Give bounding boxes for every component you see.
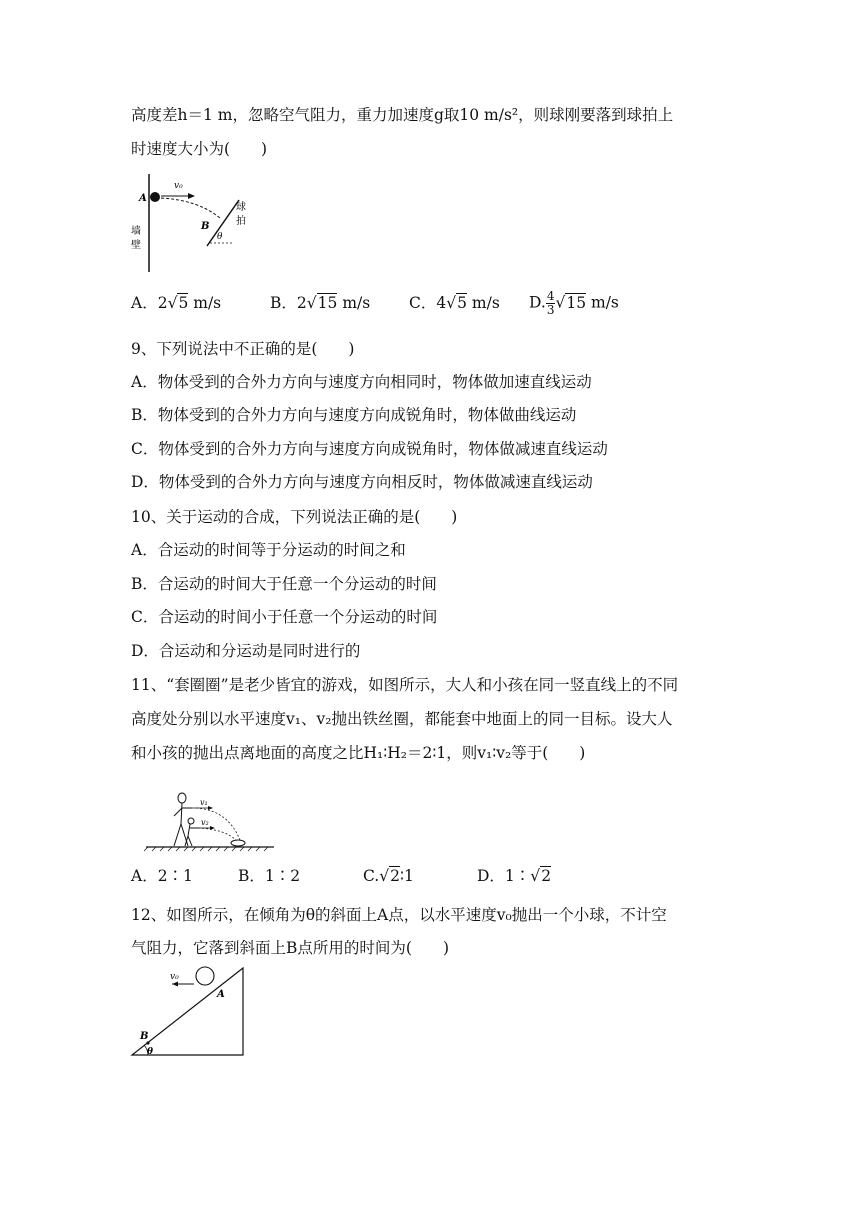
q12-fig-v0-label: v₀ <box>170 972 179 982</box>
q11-option-a: A．2∶1 <box>131 867 193 885</box>
q9-option-d: D．物体受到的合外力方向与速度方向相反时，物体做减速直线运动 <box>131 473 593 491</box>
q8-fig-racket-label-2: 拍 <box>236 216 246 227</box>
q10-stem: 10、关于运动的合成，下列说法正确的是( ) <box>131 508 458 526</box>
q8-fig-wall-label-1: 墙 <box>131 226 141 237</box>
target-icon <box>231 840 245 846</box>
q11-option-b: B．1∶2 <box>238 867 301 885</box>
q9-option-c: C．物体受到的合外力方向与速度方向成锐角时，物体做减速直线运动 <box>131 440 608 458</box>
q11-text-line-2: 高度处分别以水平速度v₁、v₂抛出铁丝圈，都能套中地面上的同一目标。设大人 <box>131 710 673 728</box>
q10-option-d: D．合运动和分运动是同时进行的 <box>131 642 361 660</box>
q12-text-line-2: 气阻力，它落到斜面上B点所用的时间为( ) <box>131 939 449 957</box>
q8-figure <box>128 172 258 276</box>
q9-option-a: A．物体受到的合外力方向与速度方向相同时，物体做加速直线运动 <box>131 373 592 391</box>
q11-fig-v1-label: v₁ <box>200 798 208 807</box>
q8-text-line-2: 时速度大小为( ) <box>131 140 268 158</box>
q9-stem: 9、下列说法中不正确的是( ) <box>131 340 355 358</box>
q8-option-a: A．2√5 m/s <box>131 294 222 312</box>
q11-text-line-3: 和小孩的抛出点离地面的高度之比H₁∶H₂＝2∶1，则v₁∶v₂等于( ) <box>131 744 586 762</box>
q8-fig-racket-label-1: 球 <box>236 202 246 213</box>
q10-option-a: A．合运动的时间等于分运动的时间之和 <box>131 541 406 559</box>
q10-option-c: C．合运动的时间小于任意一个分运动的时间 <box>131 608 438 626</box>
q8-fig-v0-label: v₀ <box>174 181 183 191</box>
q12-text-line-1: 12、如图所示，在倾角为θ的斜面上A点，以水平速度v₀抛出一个小球，不计空 <box>131 906 667 924</box>
q8-fig-B-label: B <box>201 221 210 232</box>
ball-icon <box>196 967 214 985</box>
q8-option-c: C．4√5 m/s <box>409 294 500 312</box>
q11-option-c: C.√2∶1 <box>363 867 414 885</box>
q12-fig-A-label: A <box>217 989 225 1000</box>
q8-fig-A-label: A <box>139 193 147 204</box>
q11-option-d: D．1∶√2 <box>477 867 552 885</box>
q10-option-b: B．合运动的时间大于任意一个分运动的时间 <box>131 575 437 593</box>
q11-fig-v2-label: v₂ <box>201 818 209 827</box>
q12-fig-theta-label: θ <box>147 1047 154 1057</box>
q11-figure <box>144 790 276 852</box>
q9-option-b: B．物体受到的合外力方向与速度方向成锐角时，物体做曲线运动 <box>131 406 577 424</box>
q8-fig-theta-label: θ <box>217 232 223 242</box>
q8-option-b: B．2√15 m/s <box>270 294 371 312</box>
q8-option-d: D. $\frac{4}{3}$ √15 m/s <box>529 289 619 317</box>
q12-fig-B-label: B <box>140 1031 149 1042</box>
ball-icon <box>150 192 160 202</box>
q8-fig-wall-label-2: 壁 <box>131 240 141 251</box>
q12-figure <box>128 966 248 1058</box>
q11-text-line-1: 11、“套圈圈”是老少皆宜的游戏，如图所示，大人和小孩在同一竖直线上的不同 <box>131 676 679 694</box>
q8-text-line-1: 高度差h＝1 m，忽略空气阻力，重力加速度g取10 m/s²，则球刚要落到球拍上 <box>131 106 674 124</box>
